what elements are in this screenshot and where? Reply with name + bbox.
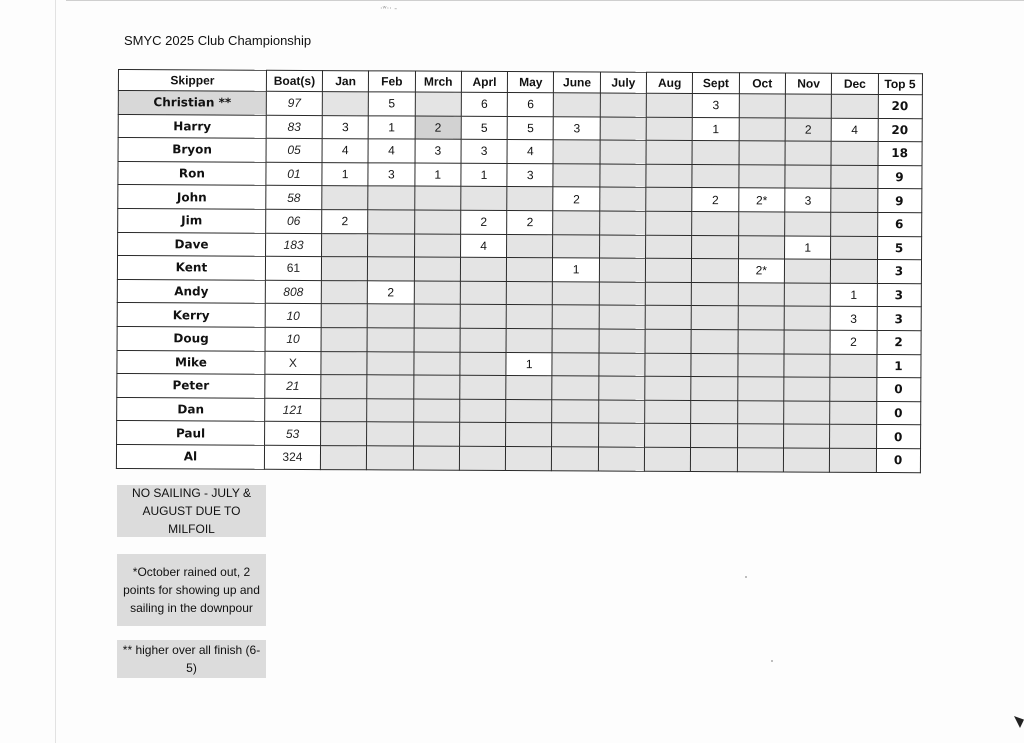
score-cell (600, 164, 646, 188)
boat-cell: 53 (265, 422, 321, 446)
score-cell (600, 140, 646, 164)
score-cell (553, 140, 599, 164)
boat-cell: 58 (266, 186, 322, 210)
score-cell (831, 189, 877, 213)
score-cell (506, 305, 552, 329)
score-cell: 2 (461, 210, 507, 234)
top5-cell: 5 (877, 236, 921, 260)
skipper-cell: Harry (118, 114, 266, 138)
top5-cell: 9 (877, 189, 921, 213)
score-cell (600, 117, 646, 141)
skipper-cell: Kent (117, 256, 265, 280)
score-cell: 4 (460, 234, 506, 258)
score-cell (414, 234, 460, 258)
score-cell (599, 305, 645, 329)
score-cell (459, 446, 505, 470)
score-cell: 2 (785, 118, 831, 142)
score-cell: 2* (738, 188, 784, 212)
score-cell (691, 329, 737, 353)
boat-cell: 83 (266, 115, 322, 139)
score-cell (830, 377, 876, 401)
score-cell (413, 446, 459, 470)
score-cell (321, 304, 367, 328)
skipper-cell: Bryon (118, 138, 266, 162)
top5-cell: 6 (877, 212, 921, 236)
score-cell (739, 117, 785, 141)
score-cell: 2 (368, 281, 414, 305)
score-cell (646, 211, 692, 235)
score-cell (784, 354, 830, 378)
score-cell: 1 (506, 352, 552, 376)
boat-cell: X (265, 351, 321, 375)
score-cell (460, 281, 506, 305)
score-cell: 2 (415, 116, 461, 140)
score-cell: 5 (507, 116, 553, 140)
score-cell: 1 (553, 258, 599, 282)
column-header: Aug (646, 72, 692, 93)
column-header: Oct (739, 73, 785, 94)
column-header: Top 5 (878, 73, 922, 94)
score-cell: 3 (322, 115, 368, 139)
score-cell (506, 399, 552, 423)
score-cell (692, 235, 738, 259)
skipper-cell: Dave (118, 232, 266, 256)
score-cell (739, 141, 785, 165)
score-cell (691, 447, 737, 471)
score-cell (413, 422, 459, 446)
scan-artifact: ·ʷ·· - (380, 4, 398, 13)
note-october-rain: *October rained out, 2 points for showing up and sailing in the downpour (117, 554, 266, 626)
note-tiebreak: ** higher over all finish (6-5) (117, 640, 266, 678)
score-cell (691, 377, 737, 401)
skipper-cell: Mike (117, 350, 265, 374)
score-cell (644, 447, 690, 471)
score-cell: 1 (414, 163, 460, 187)
boat-cell: 808 (265, 280, 321, 304)
score-cell (321, 328, 367, 352)
column-header: June (554, 72, 600, 93)
score-cell (321, 398, 367, 422)
score-cell: 2 (692, 188, 738, 212)
score-cell: 1 (368, 115, 414, 139)
column-header: Skipper (118, 70, 266, 92)
score-cell (738, 235, 784, 259)
score-cell (600, 187, 646, 211)
score-cell (414, 186, 460, 210)
score-cell (737, 424, 783, 448)
score-cell (367, 375, 413, 399)
score-cell (367, 399, 413, 423)
score-cell (415, 92, 461, 116)
column-header: Sept (693, 73, 739, 94)
score-cell (367, 446, 413, 470)
score-cell (599, 376, 645, 400)
score-cell (831, 236, 877, 260)
score-cell (599, 211, 645, 235)
score-cell (645, 306, 691, 330)
score-cell (553, 282, 599, 306)
top5-cell: 20 (878, 94, 922, 118)
column-header: July (600, 72, 646, 93)
score-cell (691, 424, 737, 448)
top5-cell: 3 (877, 283, 921, 307)
score-cell (322, 233, 368, 257)
championship-table (116, 69, 923, 473)
score-cell (552, 423, 598, 447)
table-row (116, 444, 920, 472)
score-cell (600, 93, 646, 117)
score-cell (785, 141, 831, 165)
score-cell (367, 328, 413, 352)
top5-cell: 0 (876, 425, 920, 449)
score-cell: 3 (368, 163, 414, 187)
score-cell (738, 282, 784, 306)
score-cell (739, 165, 785, 189)
score-cell (414, 210, 460, 234)
score-cell (598, 447, 644, 471)
score-cell (691, 353, 737, 377)
score-cell: 3 (693, 94, 739, 118)
score-cell (553, 164, 599, 188)
skipper-cell: Paul (117, 421, 265, 445)
score-cell (414, 257, 460, 281)
score-cell: 4 (507, 140, 553, 164)
boat-cell: 06 (266, 209, 322, 233)
score-cell (737, 377, 783, 401)
score-cell (598, 423, 644, 447)
score-cell (413, 399, 459, 423)
score-cell (784, 283, 830, 307)
score-cell (645, 329, 691, 353)
column-header: May (508, 72, 554, 93)
score-cell: 2 (322, 210, 368, 234)
score-cell (785, 212, 831, 236)
score-cell (321, 351, 367, 375)
skipper-cell: John (118, 185, 266, 209)
score-cell (784, 259, 830, 283)
score-cell (738, 353, 784, 377)
score-cell (414, 328, 460, 352)
score-cell (783, 448, 829, 472)
score-cell (552, 352, 598, 376)
score-cell: 1 (831, 283, 877, 307)
skipper-cell: Kerry (117, 303, 265, 327)
scan-speck (745, 576, 747, 578)
score-cell (645, 376, 691, 400)
score-cell (507, 187, 553, 211)
score-cell (599, 235, 645, 259)
top5-cell: 0 (876, 401, 920, 425)
score-cell (646, 117, 692, 141)
score-cell (784, 306, 830, 330)
score-cell (552, 447, 598, 471)
score-cell (830, 425, 876, 449)
score-cell (460, 375, 506, 399)
column-header: Feb (369, 71, 415, 92)
page-left-edge (55, 0, 56, 743)
score-cell: 1 (693, 117, 739, 141)
skipper-cell: Christian ** (118, 91, 266, 115)
score-cell (460, 305, 506, 329)
page-title: SMYC 2025 Club Championship (124, 33, 312, 48)
score-cell: 2 (830, 330, 876, 354)
column-header: Nov (785, 73, 831, 94)
score-cell (552, 376, 598, 400)
score-cell (831, 165, 877, 189)
column-header: Dec (832, 73, 878, 94)
score-cell: 4 (831, 118, 877, 142)
score-cell (646, 164, 692, 188)
score-cell (368, 257, 414, 281)
score-cell (461, 187, 507, 211)
column-header: Boat(s) (266, 70, 322, 91)
score-cell: 3 (415, 139, 461, 163)
score-cell (553, 329, 599, 353)
score-cell (830, 401, 876, 425)
score-cell (599, 353, 645, 377)
score-cell (692, 141, 738, 165)
column-header: Mrch (415, 71, 461, 92)
score-cell (830, 448, 876, 472)
score-cell (413, 375, 459, 399)
top5-cell: 9 (877, 165, 921, 189)
top5-cell: 3 (877, 307, 921, 331)
score-cell (738, 306, 784, 330)
score-cell (646, 140, 692, 164)
score-cell (414, 281, 460, 305)
score-cell (506, 376, 552, 400)
boat-cell: 10 (265, 304, 321, 328)
boat-cell: 01 (266, 162, 322, 186)
score-cell: 6 (507, 93, 553, 117)
boat-cell: 61 (265, 256, 321, 280)
score-cell: 3 (507, 163, 553, 187)
score-cell (692, 282, 738, 306)
score-cell: 5 (461, 116, 507, 140)
score-cell (554, 93, 600, 117)
column-header: Aprl (461, 71, 507, 92)
boat-cell: 324 (264, 445, 320, 469)
score-cell (738, 212, 784, 236)
score-cell (507, 234, 553, 258)
boat-cell: 183 (266, 233, 322, 257)
score-cell: 4 (322, 139, 368, 163)
score-cell (830, 354, 876, 378)
score-cell (368, 210, 414, 234)
score-cell (321, 375, 367, 399)
boat-cell: 97 (266, 91, 322, 115)
score-cell (785, 94, 831, 118)
score-cell (738, 330, 784, 354)
score-cell (831, 259, 877, 283)
note-no-sailing: NO SAILING - JULY & AUGUST DUE TO MILFOIL (117, 485, 266, 537)
score-cell (367, 351, 413, 375)
score-cell (459, 423, 505, 447)
score-cell (599, 258, 645, 282)
score-cell (414, 304, 460, 328)
score-cell (737, 448, 783, 472)
page-corner-mark (1014, 716, 1024, 728)
score-cell (507, 258, 553, 282)
top5-cell: 1 (876, 354, 920, 378)
score-cell (322, 92, 368, 116)
skipper-cell: Doug (117, 326, 265, 350)
score-cell: 1 (784, 236, 830, 260)
score-cell (368, 186, 414, 210)
score-cell (413, 352, 459, 376)
score-cell (321, 422, 367, 446)
table-body (116, 91, 922, 473)
score-cell (599, 329, 645, 353)
score-cell (506, 446, 552, 470)
boat-cell: 121 (265, 398, 321, 422)
score-cell (645, 353, 691, 377)
score-cell (832, 94, 878, 118)
score-cell (553, 234, 599, 258)
score-cell: 5 (369, 92, 415, 116)
score-cell (646, 235, 692, 259)
score-cell (320, 445, 366, 469)
score-cell (783, 424, 829, 448)
score-cell (692, 211, 738, 235)
score-cell (645, 400, 691, 424)
score-cell: 3 (554, 116, 600, 140)
score-cell (322, 186, 368, 210)
score-cell (460, 328, 506, 352)
score-cell (506, 328, 552, 352)
score-cell: 2* (738, 259, 784, 283)
score-cell (692, 259, 738, 283)
score-cell (552, 399, 598, 423)
top5-cell: 0 (876, 378, 920, 402)
column-header: Jan (322, 71, 368, 92)
score-cell (784, 330, 830, 354)
boat-cell: 21 (265, 374, 321, 398)
top5-cell: 2 (877, 330, 921, 354)
score-cell (368, 233, 414, 257)
skipper-cell: Andy (117, 279, 265, 303)
page-top-edge (66, 0, 1024, 1)
score-cell: 2 (553, 187, 599, 211)
score-cell (553, 211, 599, 235)
score-cell (691, 400, 737, 424)
skipper-cell: Ron (118, 161, 266, 185)
score-cell (553, 305, 599, 329)
boat-cell: 10 (265, 327, 321, 351)
score-cell (645, 424, 691, 448)
score-cell: 3 (461, 139, 507, 163)
score-cell (785, 165, 831, 189)
score-cell (460, 257, 506, 281)
score-cell: 4 (368, 139, 414, 163)
skipper-cell: Peter (117, 374, 265, 398)
scan-speck (771, 660, 773, 662)
score-cell (784, 377, 830, 401)
score-cell (645, 258, 691, 282)
score-cell: 3 (830, 307, 876, 331)
score-cell (321, 257, 367, 281)
top5-cell: 20 (878, 118, 922, 142)
top5-cell: 0 (876, 448, 920, 472)
score-cell (506, 423, 552, 447)
score-cell (460, 399, 506, 423)
score-cell: 3 (785, 188, 831, 212)
skipper-cell: Jim (118, 208, 266, 232)
skipper-cell: Dan (117, 397, 265, 421)
score-cell (646, 188, 692, 212)
score-cell (784, 401, 830, 425)
score-cell: 2 (507, 211, 553, 235)
score-cell (646, 93, 692, 117)
score-cell (599, 282, 645, 306)
score-cell: 1 (322, 162, 368, 186)
score-cell (321, 280, 367, 304)
top5-cell: 3 (877, 260, 921, 284)
score-cell (367, 422, 413, 446)
score-cell: 1 (461, 163, 507, 187)
top5-cell: 18 (878, 142, 922, 166)
score-cell (506, 281, 552, 305)
score-cell (598, 400, 644, 424)
score-cell (737, 400, 783, 424)
boat-cell: 05 (266, 138, 322, 162)
skipper-cell: Al (116, 444, 264, 468)
score-cell (460, 352, 506, 376)
score-cell (692, 164, 738, 188)
score-cell (831, 212, 877, 236)
score-cell (367, 304, 413, 328)
score-cell (645, 282, 691, 306)
score-cell (739, 94, 785, 118)
score-cell (831, 141, 877, 165)
score-cell: 6 (461, 92, 507, 116)
score-cell (692, 306, 738, 330)
